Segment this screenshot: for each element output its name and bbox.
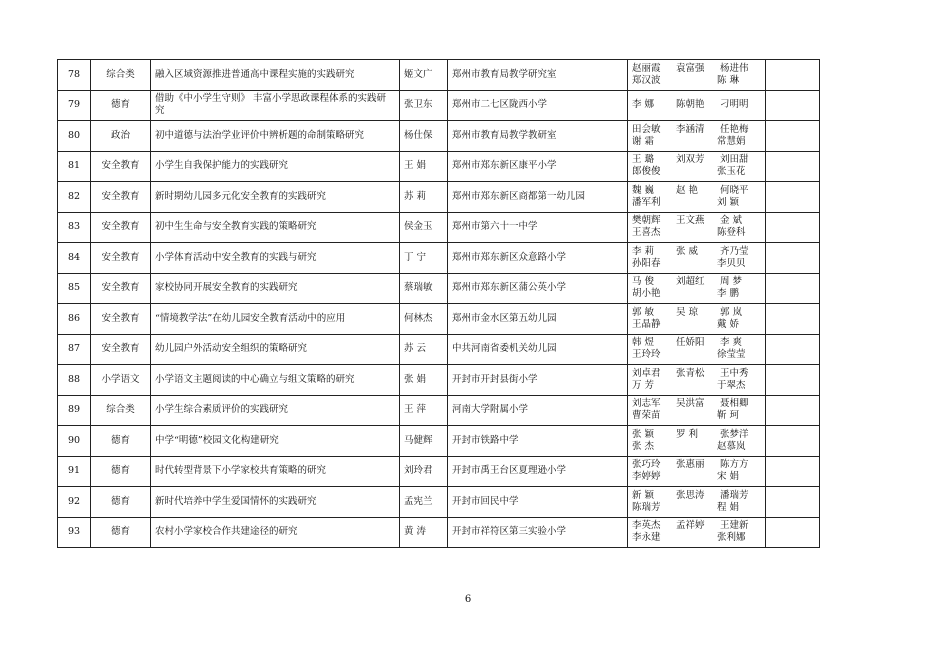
members-line [632, 459, 761, 471]
members-line [632, 368, 761, 380]
member-name: 李英杰 [632, 520, 661, 532]
member-name: 王晶静 [632, 318, 661, 330]
remarks-cell [766, 487, 820, 518]
leader-cell: 黄 涛 [400, 517, 448, 548]
project-title-cell: 小学生综合素质评价的实践研究 [151, 395, 400, 426]
member-name: 陈登科 [717, 227, 746, 239]
member-name: 赵丽霞 [632, 62, 661, 74]
member-name: 刘超红 [676, 276, 705, 288]
row-number: 82 [58, 182, 91, 213]
remarks-cell [766, 456, 820, 487]
member-name: 万 芳 [632, 379, 655, 391]
members-line [632, 319, 761, 331]
members-line [632, 215, 761, 227]
members-cell [628, 90, 766, 121]
table-row [58, 212, 820, 243]
remarks-cell [766, 334, 820, 365]
leader-cell: 王 娟 [400, 151, 448, 182]
leader-cell: 张卫东 [400, 90, 448, 121]
members-line [632, 349, 761, 361]
members-line [632, 502, 761, 514]
row-number: 85 [58, 273, 91, 304]
members-line [632, 185, 761, 197]
page-number: 6 [464, 594, 472, 605]
category-cell: 安全教育 [91, 304, 151, 335]
members-line [632, 532, 761, 544]
category-cell: 德育 [91, 456, 151, 487]
members-line [632, 490, 761, 502]
member-name: 谢 霜 [632, 135, 655, 147]
member-name: 樊朝辉 [632, 215, 661, 227]
member-name: 常慧娟 [717, 135, 746, 147]
member-name: 王玲玲 [632, 349, 661, 361]
table-row [58, 60, 820, 91]
member-name: 聂相卿 [720, 398, 749, 410]
member-name: 郭 岚 [720, 306, 743, 318]
member-name: 郭 敏 [632, 306, 655, 318]
member-name: 张 威 [676, 245, 699, 257]
members-line [632, 246, 761, 258]
member-name: 陈方方 [720, 459, 749, 471]
leader-cell: 何林杰 [400, 304, 448, 335]
member-name: 王喜杰 [632, 227, 661, 239]
remarks-cell [766, 121, 820, 152]
leader-cell: 马健辉 [400, 426, 448, 457]
leader-cell: 孟宪兰 [400, 487, 448, 518]
member-name: 郎俊俊 [632, 166, 661, 178]
row-number: 83 [58, 212, 91, 243]
category-cell: 安全教育 [91, 273, 151, 304]
project-title-cell: “情境教学法”在幼儿园安全教育活动中的应用 [151, 304, 400, 335]
organization-cell: 郑州市郑东新区商都第一幼儿园 [448, 182, 628, 213]
row-number: 90 [58, 426, 91, 457]
category-cell: 德育 [91, 487, 151, 518]
member-name: 李贝贝 [717, 257, 746, 269]
member-name: 罗 利 [676, 428, 699, 440]
table-row [58, 334, 820, 365]
member-name: 孙阳春 [632, 257, 661, 269]
category-cell: 综合类 [91, 395, 151, 426]
row-number: 88 [58, 365, 91, 396]
member-name: 王中秀 [720, 367, 749, 379]
table-row [58, 273, 820, 304]
member-name: 王建新 [720, 520, 749, 532]
member-name: 胡小艳 [632, 288, 661, 300]
project-title-cell: 融入区域资源推进普通高中课程实施的实践研究 [151, 60, 400, 91]
members-line [632, 197, 761, 209]
member-name: 张 颖 [632, 428, 655, 440]
member-name: 任艳梅 [720, 123, 749, 135]
category-cell: 安全教育 [91, 243, 151, 274]
project-title-cell: 借助《中小学生守则》 丰富小学思政课程体系的实践研究 [151, 90, 400, 121]
member-name: 李 鹏 [717, 288, 740, 300]
member-name: 刘志军 [632, 398, 661, 410]
members-line [632, 227, 761, 239]
remarks-cell [766, 243, 820, 274]
project-title-cell: 时代转型背景下小学家校共育策略的研究 [151, 456, 400, 487]
row-number: 93 [58, 517, 91, 548]
project-title-cell: 小学语文主题阅读的中心确立与组文策略的研究 [151, 365, 400, 396]
project-title-cell: 小学体育活动中安全教育的实践与研究 [151, 243, 400, 274]
organization-cell: 开封市铁路中学 [448, 426, 628, 457]
member-name: 张思涛 [676, 489, 705, 501]
remarks-cell [766, 212, 820, 243]
members-line [632, 520, 761, 532]
member-name: 刁明明 [720, 99, 749, 111]
members-cell [628, 365, 766, 396]
category-cell: 安全教育 [91, 212, 151, 243]
members-line [632, 124, 761, 136]
members-line [632, 136, 761, 148]
table-row [58, 243, 820, 274]
member-name: 陈 琳 [717, 74, 740, 86]
members-cell [628, 487, 766, 518]
organization-cell: 开封市禹王台区夏理逊小学 [448, 456, 628, 487]
row-number: 87 [58, 334, 91, 365]
member-name: 潘瑞芳 [720, 489, 749, 501]
leader-cell: 杨仕保 [400, 121, 448, 152]
member-name: 张惠丽 [676, 459, 705, 471]
remarks-cell [766, 426, 820, 457]
member-name: 孟祥婷 [676, 520, 705, 532]
organization-cell: 开封市开封县街小学 [448, 365, 628, 396]
row-number: 89 [58, 395, 91, 426]
remarks-cell [766, 517, 820, 548]
table-row [58, 182, 820, 213]
member-name: 杨进伟 [720, 62, 749, 74]
table-row [58, 121, 820, 152]
remarks-cell [766, 365, 820, 396]
member-name: 郑汉波 [632, 74, 661, 86]
members-cell [628, 151, 766, 182]
project-title-cell: 新时代培养中学生爱国情怀的实践研究 [151, 487, 400, 518]
members-cell [628, 426, 766, 457]
members-line [632, 75, 761, 87]
leader-cell: 刘玲君 [400, 456, 448, 487]
project-table [57, 59, 820, 548]
members-cell [628, 212, 766, 243]
organization-cell: 郑州市郑东新区蒲公英小学 [448, 273, 628, 304]
member-name: 李 娜 [632, 99, 655, 111]
member-name: 刘 颖 [717, 196, 740, 208]
member-name: 齐乃莹 [720, 245, 749, 257]
organization-cell: 郑州市第六十一中学 [448, 212, 628, 243]
members-line [632, 471, 761, 483]
leader-cell: 张 娟 [400, 365, 448, 396]
member-name: 程 娟 [717, 501, 740, 513]
leader-cell: 王 萍 [400, 395, 448, 426]
member-name: 赵 艳 [676, 184, 699, 196]
member-name: 陈朝艳 [676, 99, 705, 111]
row-number: 91 [58, 456, 91, 487]
remarks-cell [766, 151, 820, 182]
members-cell [628, 517, 766, 548]
member-name: 王文燕 [676, 215, 705, 227]
members-line [632, 337, 761, 349]
members-line [632, 63, 761, 75]
project-title-cell: 农村小学家校合作共建途径的研究 [151, 517, 400, 548]
members-line [632, 441, 761, 453]
category-cell: 安全教育 [91, 151, 151, 182]
category-cell: 德育 [91, 426, 151, 457]
member-name: 刘卓君 [632, 367, 661, 379]
member-name: 李永建 [632, 532, 661, 544]
member-name: 徐莹莹 [717, 349, 746, 361]
member-name: 靳 珂 [717, 410, 740, 422]
category-cell: 德育 [91, 90, 151, 121]
member-name: 韩 煜 [632, 337, 655, 349]
member-name: 李婷婷 [632, 471, 661, 483]
members-line [632, 380, 761, 392]
table-row [58, 90, 820, 121]
category-cell: 安全教育 [91, 334, 151, 365]
member-name: 王 璐 [632, 154, 655, 166]
member-name: 袁富强 [676, 62, 705, 74]
members-line [632, 410, 761, 422]
member-name: 金 斌 [720, 215, 743, 227]
members-cell [628, 456, 766, 487]
organization-cell: 郑州市金水区第五幼儿园 [448, 304, 628, 335]
members-line [632, 276, 761, 288]
member-name: 张利娜 [717, 532, 746, 544]
members-cell [628, 60, 766, 91]
members-line [632, 99, 761, 111]
members-line [632, 288, 761, 300]
table-row [58, 151, 820, 182]
remarks-cell [766, 182, 820, 213]
members-cell [628, 395, 766, 426]
category-cell: 安全教育 [91, 182, 151, 213]
organization-cell: 中共河南省委机关幼儿园 [448, 334, 628, 365]
remarks-cell [766, 304, 820, 335]
member-name: 魏 巍 [632, 184, 655, 196]
members-line [632, 166, 761, 178]
members-cell [628, 243, 766, 274]
row-number: 92 [58, 487, 91, 518]
member-name: 宋 娟 [717, 471, 740, 483]
remarks-cell [766, 90, 820, 121]
remarks-cell [766, 395, 820, 426]
row-number: 78 [58, 60, 91, 91]
leader-cell: 姬文广 [400, 60, 448, 91]
table-row [58, 395, 820, 426]
member-name: 张青松 [676, 367, 705, 379]
member-name: 张巧玲 [632, 459, 661, 471]
member-name: 吴 琼 [676, 306, 699, 318]
table-row [58, 517, 820, 548]
project-title-cell: 小学生自我保护能力的实践研究 [151, 151, 400, 182]
member-name: 刘双芳 [676, 154, 705, 166]
organization-cell: 郑州市教育局教学教研室 [448, 121, 628, 152]
category-cell: 综合类 [91, 60, 151, 91]
member-name: 李 莉 [632, 245, 655, 257]
project-title-cell: 家校协同开展安全教育的实践研究 [151, 273, 400, 304]
organization-cell: 郑州市教育局教学研究室 [448, 60, 628, 91]
row-number: 80 [58, 121, 91, 152]
table-row [58, 456, 820, 487]
member-name: 于翠杰 [717, 379, 746, 391]
member-name: 赵慕岚 [717, 440, 746, 452]
row-number: 84 [58, 243, 91, 274]
table-row [58, 304, 820, 335]
members-cell [628, 273, 766, 304]
members-cell [628, 334, 766, 365]
member-name: 张梦洋 [720, 428, 749, 440]
project-title-cell: 中学“明德”校园文化构建研究 [151, 426, 400, 457]
member-name: 刘田甜 [720, 154, 749, 166]
member-name: 新 颖 [632, 489, 655, 501]
member-name: 张玉花 [717, 166, 746, 178]
table-row [58, 426, 820, 457]
member-name: 田会敏 [632, 123, 661, 135]
project-title-cell: 初中生生命与安全教育实践的策略研究 [151, 212, 400, 243]
member-name: 李涵清 [676, 123, 705, 135]
leader-cell: 苏 莉 [400, 182, 448, 213]
organization-cell: 河南大学附属小学 [448, 395, 628, 426]
members-line [632, 258, 761, 270]
member-name: 何晓平 [720, 184, 749, 196]
project-title-cell: 初中道德与法治学业评价中辨析题的命制策略研究 [151, 121, 400, 152]
members-line [632, 429, 761, 441]
member-name: 周 梦 [720, 276, 743, 288]
member-name: 潘军利 [632, 196, 661, 208]
member-name: 曹荣苗 [632, 410, 661, 422]
leader-cell: 蔡瑞敏 [400, 273, 448, 304]
member-name: 陈瑞芳 [632, 501, 661, 513]
organization-cell: 郑州市郑东新区众意路小学 [448, 243, 628, 274]
project-title-cell: 幼儿园户外活动安全组织的策略研究 [151, 334, 400, 365]
organization-cell: 开封市回民中学 [448, 487, 628, 518]
leader-cell: 丁 宁 [400, 243, 448, 274]
table-row [58, 365, 820, 396]
row-number: 79 [58, 90, 91, 121]
member-name: 李 爽 [720, 337, 743, 349]
remarks-cell [766, 60, 820, 91]
category-cell: 德育 [91, 517, 151, 548]
category-cell: 政治 [91, 121, 151, 152]
members-cell [628, 304, 766, 335]
members-cell [628, 182, 766, 213]
members-line [632, 307, 761, 319]
member-name: 张 杰 [632, 440, 655, 452]
table-row [58, 487, 820, 518]
leader-cell: 苏 云 [400, 334, 448, 365]
member-name: 戴 娇 [717, 318, 740, 330]
row-number: 86 [58, 304, 91, 335]
members-line [632, 398, 761, 410]
row-number: 81 [58, 151, 91, 182]
leader-cell: 侯金玉 [400, 212, 448, 243]
members-cell [628, 121, 766, 152]
members-line [632, 154, 761, 166]
table-body [58, 60, 820, 548]
member-name: 吴洪富 [676, 398, 705, 410]
project-title-cell: 新时期幼儿园多元化安全教育的实践研究 [151, 182, 400, 213]
organization-cell: 郑州市二七区陇西小学 [448, 90, 628, 121]
organization-cell: 郑州市郑东新区康平小学 [448, 151, 628, 182]
category-cell: 小学语文 [91, 365, 151, 396]
remarks-cell [766, 273, 820, 304]
member-name: 马 俊 [632, 276, 655, 288]
member-name: 任娇阳 [676, 337, 705, 349]
organization-cell: 开封市祥符区第三实验小学 [448, 517, 628, 548]
